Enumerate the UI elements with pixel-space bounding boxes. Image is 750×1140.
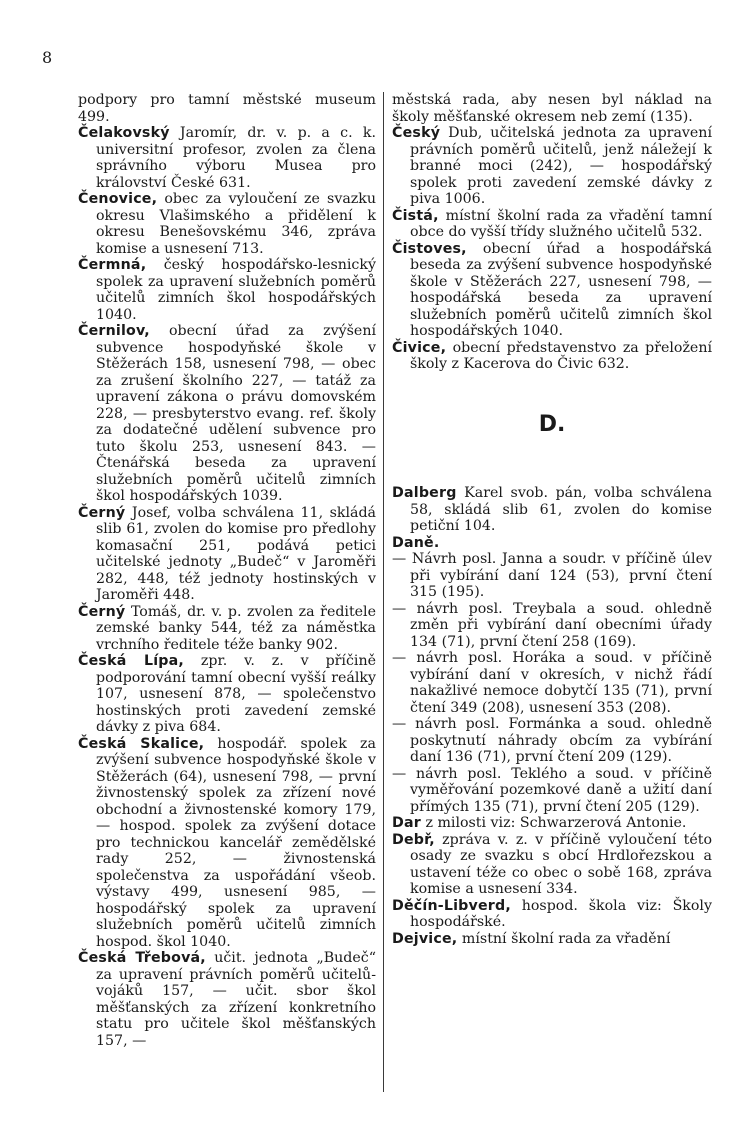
entry-text: zpr. v. z. v příčině podporování tamní obecní vyšší reálky 107, usnesení 878, — společenstvo hostinských proti zavedení zemské dávky z piva 684. (96, 653, 376, 735)
entry-text: zpráva v. z. v příčině vyloučení této osady ze svazku s obcí Hrdlořezskou a ustavení téže co obec o sobě 168, zpráva komise a usnesení 334. (410, 831, 712, 897)
index-entry (78, 125, 376, 191)
index-entry (392, 832, 712, 898)
entry-headword: Čelakovský (78, 125, 170, 141)
entry-headword: Dejvice, (392, 930, 458, 947)
index-subentry (392, 766, 712, 816)
entry-headword: Čenovice, (78, 191, 158, 207)
index-entry (392, 535, 712, 552)
index-subentry (392, 551, 712, 601)
index-entry (392, 815, 712, 832)
entry-text: český hospodářsko-lesnický spolek za upravení služebních poměrů učitelů zimních škol hospodářských 1040. (96, 257, 376, 323)
entry-text: — Návrh posl. Janna a soudr. v příčině úlev při vybírání daní 124 (53), první čtení 315 (195). (392, 551, 712, 600)
entry-text: — návrh posl. Teklého a soud. v příčině vyměřování pozemkové daně a užití daní přímých 135 (71), první čtení 205 (129). (392, 765, 712, 815)
index-subentry (392, 716, 712, 766)
entry-text: — návrh posl. Formánka a soud. ohledně poskytnutí náhrady obcím za vybírání daní 136 (71), první čtení 209 (129). (392, 716, 712, 765)
entry-text: místní školní rada za vřadění (457, 930, 671, 947)
index-entry (78, 653, 376, 736)
entry-headword: Česká Lípa, (78, 653, 185, 669)
index-entry (78, 736, 376, 951)
index-entry (78, 191, 376, 257)
entry-headword: Černilov, (78, 323, 150, 339)
entry-text: obecní úřad za zvýšení subvence hospodyňské škole v Stěžerách 158, usnesení 798, — obec za zrušení školního 227, — tatáž za upravení zákona o právu domovském 228, — presbyterstvo evang. ref. školy za dodatečné udělení subvence pro tuto školu 253, usnesení 843. — Čtenářská beseda za upravení služebních poměrů učitelů zimních škol hospodářských 1039. (96, 323, 376, 504)
index-entry (392, 208, 712, 241)
entry-text: z milosti viz: Schwarzerová Antonie. (420, 815, 687, 831)
entry-headword: Čistoves, (392, 240, 467, 257)
entry-text: — návrh posl. Treybala a soud. ohledně změn při vybírání daní obecními úřady 134 (71), první čtení 258 (169). (392, 600, 712, 650)
right-column-bottom (392, 485, 712, 947)
entry-text: hospodář. spolek za zvýšení subvence hospodyňské škole v Stěžerách (64), usnesení 798, — první živnostenský spolek za zřízení nové obchodní a živnostenské komory 179, — hospod. spolek za zvýšení dotace pro technickou kancelář zemědělské rady 252, — živnostenská společenstva za uspořádání všeob. výstavy 499, usnesení 985, — hospodářský spolek za upravení služebních poměrů učitelů zimních hospod. škol 1040. (96, 735, 376, 950)
entry-text: obecní představenstvo za přeložení školy z Kacerova do Čivic 632. (410, 339, 712, 372)
index-entry (78, 505, 376, 604)
index-entry (392, 485, 712, 535)
index-subentry (392, 650, 712, 716)
index-entry (78, 950, 376, 1049)
section-letter: D. (538, 411, 566, 437)
index-entry (392, 931, 712, 948)
entry-text: učit. jednota „Budeč“ za upravení právních poměrů učitelů-vojáků 157, — učit. sbor škol měšťanských za zřízení konkretního statu pro učitele škol měšťanských 157, — (96, 950, 376, 1049)
index-entry (392, 125, 712, 208)
entry-headword: Český (392, 125, 441, 141)
entry-text: Tomáš, dr. v. p. zvolen za ředitele zemské banky 544, též za náměstka vrchního ředitele téže banky 902. (96, 603, 376, 653)
entry-headword: Česká Skalice, (78, 735, 205, 752)
entry-headword: Čistá, (392, 207, 439, 224)
index-entry (392, 92, 712, 125)
entry-text: obecní úřad a hospodářská beseda za zvýšení subvence hospodyňské škole v Stěžerách 227, usnesení 798, — hospodářská beseda za upravení služebních poměrů učitelů zimních škol hospodářských 1040. (410, 240, 712, 339)
entry-text: Josef, volba schválena 11, skládá slib 61, zvolen do komise pro předlohy komasační 251, podává petici učitelské jednoty „Budeč“ v Jaroměři 282, 448, též jednoty hostinských v Jaroměři 448. (96, 504, 376, 603)
entry-text: Karel svob. pán, volba schválena 58, skládá slib 61, zvolen do komise petiční 104. (410, 485, 712, 534)
entry-headword: Debř, (392, 831, 435, 848)
index-entry (78, 257, 376, 323)
entry-text: obec za vyloučení ze svazku okresu Vlašimského a přidělení k okresu Benešovskému 346, zpráva komise a usnesení 713. (96, 191, 376, 257)
index-entry (78, 604, 376, 654)
entry-headword: Česká Třebová, (78, 950, 206, 966)
index-subentry (392, 601, 712, 651)
right-column (392, 92, 712, 947)
left-column (78, 92, 376, 1049)
entry-headword: Daně. (392, 534, 440, 551)
entry-text: podpory pro tamní městské museum 499. (78, 92, 376, 125)
index-entry (392, 898, 712, 931)
entry-text: městská rada, aby nesen byl náklad na školy měšťanské okresem neb zemí (135). (392, 92, 712, 125)
index-entry (78, 92, 376, 125)
entry-text: místní školní rada za vřadění tamní obce do vyšší třídy služného učitelů 532. (410, 207, 712, 240)
index-entry (392, 241, 712, 340)
page-number: 8 (42, 48, 53, 67)
index-entry (78, 323, 376, 505)
index-entry (392, 340, 712, 373)
column-divider (383, 92, 384, 1092)
entry-text: hospod. škola viz: Školy hospodářské. (410, 897, 712, 930)
entry-headword: Černý (78, 603, 126, 620)
right-column-top (392, 92, 712, 373)
entry-headword: Černý (78, 504, 126, 521)
entry-headword: Dalberg (392, 485, 457, 501)
entry-headword: Dar (392, 815, 421, 831)
entry-text: Dub, učitelská jednota za upravení právních poměrů učitelů, jenž náležejí k branné moci (242), — hospodářský spolek proti zavedení zemské dávky z piva 1006. (410, 125, 712, 207)
entry-text: Jaromír, dr. v. p. a c. k. universitní profesor, zvolen za člena správního výboru Musea pro království České 631. (96, 125, 376, 191)
entry-headword: Čermná, (78, 257, 147, 273)
entry-headword: Děčín-Libverd, (392, 897, 511, 914)
entry-text: — návrh posl. Horáka a soud. v příčině vybírání daní v okresích, v nichž řádí nakažlivé nemoce dobytčí 135 (71), první čtení 349 (208), usnesení 353 (208). (392, 650, 712, 716)
entry-headword: Čivice, (392, 339, 447, 356)
